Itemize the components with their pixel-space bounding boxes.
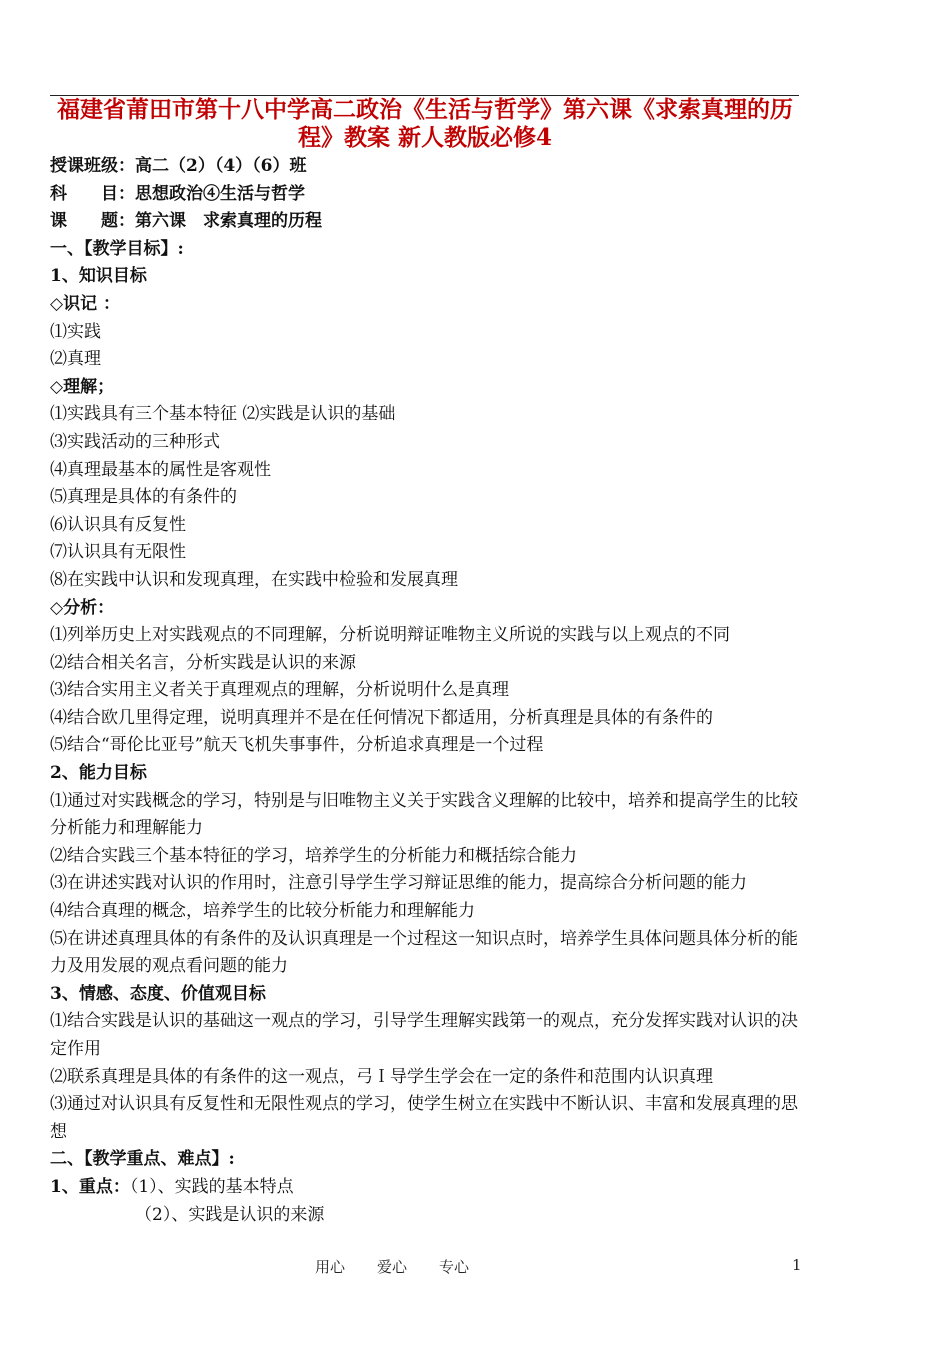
list-item: ⑷真理最基本的属性是客观性: [50, 459, 271, 480]
class-line: [50, 153, 810, 181]
list-item: ⑶结合实用主义者关于真理观点的理解，分析说明什么是真理: [50, 680, 509, 701]
list-item: ⑴通过对实践概念的学习，特别是与旧唯物主义关于实践含义理解的比较中，培养和提高学生的比较分析能力和理解能力: [50, 790, 798, 839]
list-item: ⑵真理: [50, 349, 101, 370]
topic-line: [50, 208, 810, 236]
subject-value: 思想政治④生活与哲学: [135, 183, 305, 204]
recall-heading: ◇识记 ：: [50, 293, 120, 314]
list-item: ⑴实践: [50, 321, 101, 342]
slogan-word: 爱心: [377, 1258, 408, 1276]
class-value: 高二（2）（4）（6）班: [135, 156, 307, 176]
list-item: ⑶实践活动的三种形式: [50, 431, 220, 452]
list-item: ⑸结合“哥伦比亚号”航天飞机失事事件，分析追求真理是一个过程: [50, 735, 544, 756]
understand-heading: ◇理解；: [50, 376, 115, 397]
list-item: ⑸真理是具体的有条件的: [50, 487, 237, 508]
list-item: ⑸在讲述真理具体的有条件的及认识真理是一个过程这一知识点时，培养学生具体问题具体分析的能力及用发展的观点看问题的能力: [50, 928, 798, 977]
analyze-heading: ◇分析：: [50, 597, 115, 618]
list-item: ⑶通过对认识具有反复性和无限性观点的学习，使学生树立在实践中不断认识、丰富和发展真理的思想: [50, 1094, 798, 1142]
subsection-heading: 2、能力目标: [50, 763, 147, 784]
subsection-heading: 3、情感、态度、价值观目标: [50, 983, 266, 1004]
document-title: 福建省莆田市第十八中学高二政治《生活与哲学》第六课《求索真理的历程》教案 新人教版必修4: [57, 96, 793, 151]
footer-slogan: [315, 1256, 501, 1277]
list-item: ⑷结合真理的概念，培养学生的比较分析能力和理解能力: [50, 901, 475, 922]
topic-value: 第六课 求索真理的历程: [135, 211, 322, 232]
page-number: 1: [792, 1256, 802, 1274]
slogan-word: 专心: [439, 1258, 470, 1276]
list-item: ⑵结合相关名言，分析实践是认识的来源: [50, 652, 356, 673]
document-body: [50, 153, 810, 1229]
list-item: ⑵联系真理是具体的有条件的这一观点，弓Ｉ导学生学会在一定的条件和范围内认识真理: [50, 1066, 713, 1087]
list-item: ⑻在实践中认识和发现真理，在实践中检验和发展真理: [50, 569, 458, 590]
subsection-heading: 1、知识目标: [50, 266, 147, 287]
section-heading: 二、【教学重点、难点】:: [50, 1149, 235, 1170]
slogan-word: 用心: [315, 1258, 346, 1276]
section-heading: 一、【教学目标】:: [50, 238, 184, 259]
key-points-line: [50, 1174, 810, 1202]
list-item: ⑺认识具有无限性: [50, 542, 186, 563]
list-item: ⑷结合欧几里得定理，说明真理并不是在任何情况下都适用，分析真理是具体的有条件的: [50, 707, 713, 728]
list-item: ⑵结合实践三个基本特征的学习，培养学生的分析能力和概括综合能力: [50, 845, 577, 866]
list-item: ⑴结合实践是认识的基础这一观点的学习，引导学生理解实践第一的观点，充分发挥实践对认识的决定作用: [50, 1011, 798, 1059]
subject-label: 科 目：: [50, 183, 135, 204]
topic-label: 课 题：: [50, 211, 135, 232]
list-item: ⑹认识具有反复性: [50, 514, 186, 535]
list-item: ⑴列举历史上对实践观点的不同理解，分析说明辩证唯物主义所说的实践与以上观点的不同: [50, 625, 730, 646]
key-point: （1）、实践的基本特点: [129, 1176, 294, 1197]
list-item: ⑶在讲述实践对认识的作用时，注意引导学生学习辩证思维的能力，提高综合分析问题的能力: [50, 873, 747, 894]
key-point: （2）、实践是认识的来源: [135, 1204, 325, 1225]
list-item: ⑴实践具有三个基本特征 ⑵实践是认识的基础: [50, 404, 396, 425]
subject-line: [50, 181, 810, 209]
class-label: 授课班级：: [50, 156, 135, 176]
key-label: 1、重点：: [50, 1176, 130, 1197]
